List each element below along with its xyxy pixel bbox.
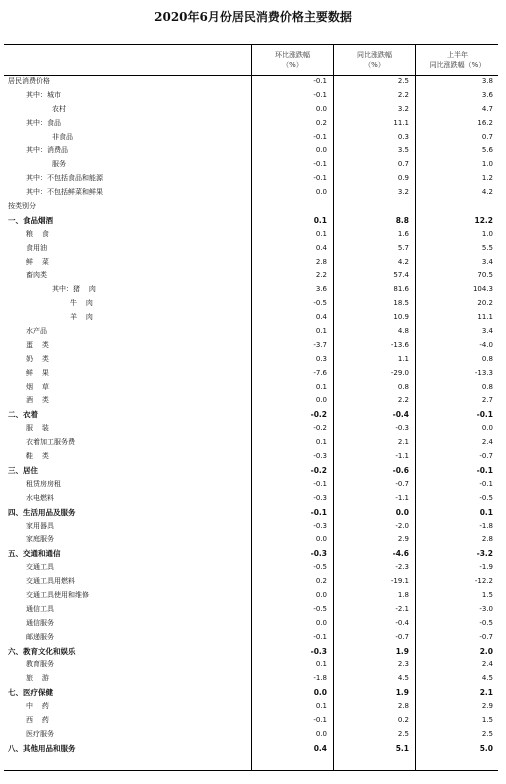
row-label: 通信服务: [26, 618, 54, 627]
value-mom: 0.0: [315, 396, 327, 405]
table-row: [4, 256, 498, 270]
value-yoy: -2.0: [395, 521, 409, 530]
table-row: [4, 492, 498, 506]
value-h1-yoy: -0.1: [476, 465, 493, 475]
row-label: 一、食品烟酒: [8, 215, 53, 225]
value-h1-yoy: -0.1: [479, 479, 493, 488]
header-h1-yoy: [415, 45, 499, 75]
value-mom: 0.3: [315, 354, 327, 363]
value-yoy: -0.4: [392, 410, 409, 420]
value-h1-yoy: 1.0: [481, 229, 493, 238]
table-row: [4, 325, 498, 339]
table-row: [4, 561, 498, 575]
value-yoy: 2.5: [397, 77, 409, 85]
value-h1-yoy: 11.1: [477, 313, 493, 322]
value-mom: 0.1: [313, 215, 327, 225]
table-row: [4, 186, 498, 200]
value-yoy: 2.8: [397, 702, 409, 711]
table-row: [4, 700, 498, 714]
value-h1-yoy: 1.5: [481, 590, 493, 599]
value-yoy: 5.7: [397, 243, 409, 252]
value-yoy: -29.0: [390, 368, 409, 377]
value-yoy: 1.9: [395, 688, 409, 698]
value-mom: 0.4: [315, 313, 327, 322]
table-row: [4, 575, 498, 589]
table-row: [4, 436, 498, 450]
value-h1-yoy: 4.2: [481, 188, 493, 197]
value-yoy: 1.9: [395, 646, 409, 656]
header-h1-yoy-line2: 同比涨跌幅（%）: [429, 61, 486, 69]
row-label: 蛋 类: [26, 340, 49, 349]
value-mom: -0.1: [313, 174, 327, 183]
value-h1-yoy: 2.4: [481, 438, 493, 447]
row-label: 家用器具: [26, 521, 54, 530]
row-label: 畜肉类: [26, 271, 47, 280]
value-yoy: 18.5: [393, 299, 409, 308]
value-mom: 0.0: [315, 104, 327, 113]
value-h1-yoy: 5.0: [479, 743, 493, 753]
row-label: 七、医疗保健: [8, 688, 53, 698]
row-label: 服务: [52, 160, 66, 169]
value-mom: 0.0: [313, 688, 327, 698]
row-label: 酒 类: [26, 396, 49, 405]
table-row: [4, 617, 498, 631]
value-yoy: -0.7: [395, 479, 409, 488]
value-h1-yoy: 3.6: [481, 90, 493, 99]
table-row: [4, 450, 498, 464]
value-yoy: 10.9: [393, 313, 409, 322]
row-label: 中 药: [26, 702, 49, 711]
table-row: [4, 214, 498, 228]
row-label: 医疗服务: [26, 729, 54, 738]
table-row: [4, 464, 498, 478]
value-h1-yoy: -1.9: [479, 563, 493, 572]
value-yoy: -13.6: [390, 340, 409, 349]
value-mom: 0.4: [315, 243, 327, 252]
value-mom: -3.7: [313, 340, 327, 349]
value-yoy: -1.1: [395, 452, 409, 461]
value-h1-yoy: -4.0: [479, 340, 493, 349]
row-label: 其中：城市: [26, 90, 61, 99]
value-mom: 0.0: [315, 535, 327, 544]
row-label: 其中：不包括食品和能源: [26, 174, 103, 183]
value-yoy: 1.8: [397, 590, 409, 599]
table-row: [4, 200, 498, 214]
value-h1-yoy: 5.5: [481, 243, 493, 252]
value-mom: 0.2: [315, 118, 327, 127]
table-row: [4, 131, 498, 145]
value-mom: 0.0: [315, 729, 327, 738]
row-label: 烟 草: [26, 382, 49, 391]
value-mom: -0.1: [313, 160, 327, 169]
row-label: 三、居住: [8, 465, 38, 475]
row-label: 羊 肉: [70, 313, 93, 322]
value-h1-yoy: 16.2: [477, 118, 493, 127]
row-label: 教育服务: [26, 660, 54, 669]
value-h1-yoy: 1.2: [481, 174, 493, 183]
row-label: 其中：消费品: [26, 146, 68, 155]
value-mom: 2.2: [315, 271, 327, 280]
table-row: [4, 144, 498, 158]
value-yoy: 0.3: [397, 132, 409, 141]
table-row: [4, 103, 498, 117]
value-yoy: 0.9: [397, 174, 409, 183]
table-row: [4, 353, 498, 367]
value-h1-yoy: 2.0: [479, 646, 493, 656]
value-h1-yoy: 0.8: [481, 354, 493, 363]
row-label: 水产品: [26, 327, 47, 336]
value-h1-yoy: 12.2: [474, 215, 493, 225]
value-h1-yoy: -13.3: [474, 368, 493, 377]
value-h1-yoy: -3.0: [479, 604, 493, 613]
value-h1-yoy: 3.4: [481, 327, 493, 336]
table-row: [4, 89, 498, 103]
value-h1-yoy: -12.2: [474, 577, 493, 586]
value-yoy: 2.9: [397, 535, 409, 544]
table-row: [4, 311, 498, 325]
value-mom: -0.3: [310, 646, 327, 656]
row-label: 鞋 类: [26, 452, 49, 461]
table-bottom-rule: [4, 770, 498, 771]
value-mom: 0.0: [315, 618, 327, 627]
table-row: [4, 658, 498, 672]
value-yoy: 2.3: [397, 660, 409, 669]
value-h1-yoy: -0.1: [476, 410, 493, 420]
value-yoy: 8.8: [395, 215, 409, 225]
value-h1-yoy: 2.1: [479, 688, 493, 698]
value-mom: 0.1: [315, 229, 327, 238]
table-header: [4, 44, 498, 76]
value-h1-yoy: 2.9: [481, 702, 493, 711]
table-row: [4, 478, 498, 492]
value-yoy: 2.2: [397, 396, 409, 405]
row-label: 服 装: [26, 424, 49, 433]
value-mom: 0.4: [313, 743, 327, 753]
row-label: 居民消费价格: [8, 77, 50, 85]
row-label: 交通工具使用和维修: [26, 590, 89, 599]
row-label: 食用油: [26, 243, 47, 252]
value-mom: 0.1: [315, 327, 327, 336]
table-row: [4, 714, 498, 728]
row-label: 家庭服务: [26, 535, 54, 544]
table-row: [4, 339, 498, 353]
value-h1-yoy: 5.6: [481, 146, 493, 155]
value-yoy: 2.2: [397, 90, 409, 99]
row-label: 牛 肉: [70, 299, 93, 308]
table-row: [4, 408, 498, 422]
value-mom: -0.1: [313, 132, 327, 141]
table-row: [4, 75, 498, 89]
value-mom: 2.8: [315, 257, 327, 266]
table-row: [4, 158, 498, 172]
page-title: 2020年6月份居民消费价格主要数据: [154, 10, 352, 24]
table-row: [4, 672, 498, 686]
table-body: [4, 75, 498, 756]
value-h1-yoy: 104.3: [472, 285, 493, 294]
value-h1-yoy: -0.7: [479, 632, 493, 641]
value-h1-yoy: -0.7: [479, 452, 493, 461]
value-yoy: 4.8: [397, 327, 409, 336]
value-h1-yoy: 1.0: [481, 160, 493, 169]
value-h1-yoy: 20.2: [477, 299, 493, 308]
value-h1-yoy: 0.1: [479, 507, 493, 517]
table-row: [4, 283, 498, 297]
value-yoy: 3.2: [397, 188, 409, 197]
value-h1-yoy: -0.5: [479, 618, 493, 627]
value-yoy: 2.5: [397, 729, 409, 738]
value-mom: 3.6: [315, 285, 327, 294]
row-label: 二、衣着: [8, 410, 38, 420]
table-row: [4, 742, 498, 756]
value-yoy: 0.2: [397, 715, 409, 724]
header-mom-line1: 环比涨跌幅: [275, 51, 310, 59]
value-h1-yoy: 3.8: [481, 77, 493, 85]
row-label: 旅 游: [26, 674, 49, 683]
value-mom: -0.3: [313, 521, 327, 530]
value-mom: -1.8: [313, 674, 327, 683]
value-yoy: 2.1: [397, 438, 409, 447]
value-yoy: 3.2: [397, 104, 409, 113]
value-yoy: 3.5: [397, 146, 409, 155]
value-yoy: 0.8: [397, 382, 409, 391]
value-h1-yoy: 4.5: [481, 674, 493, 683]
row-label: 六、教育文化和娱乐: [8, 646, 76, 656]
table-row: [4, 381, 498, 395]
value-yoy: -2.3: [395, 563, 409, 572]
value-mom: -0.1: [313, 632, 327, 641]
row-label: 通信工具: [26, 604, 54, 613]
value-mom: -0.2: [313, 424, 327, 433]
value-yoy: -0.4: [395, 618, 409, 627]
value-yoy: -4.6: [392, 549, 409, 559]
value-h1-yoy: 70.5: [477, 271, 493, 280]
value-mom: -0.3: [313, 493, 327, 502]
table-row: [4, 589, 498, 603]
row-label: 交通工具: [26, 563, 54, 572]
row-label: 邮递服务: [26, 632, 54, 641]
header-yoy: [333, 45, 415, 75]
value-yoy: 0.0: [395, 507, 409, 517]
header-mom-line2: （%）: [282, 61, 303, 69]
value-h1-yoy: 0.0: [481, 424, 493, 433]
value-mom: 0.0: [315, 188, 327, 197]
value-mom: 0.1: [315, 382, 327, 391]
table-row: [4, 172, 498, 186]
row-label: 鲜 菜: [26, 257, 49, 266]
table-row: [4, 117, 498, 131]
table-row: [4, 645, 498, 659]
value-mom: 0.1: [315, 438, 327, 447]
value-h1-yoy: 0.8: [481, 382, 493, 391]
row-label: 奶 类: [26, 354, 49, 363]
row-label: 交通工具用燃料: [26, 577, 75, 586]
value-h1-yoy: 2.4: [481, 660, 493, 669]
value-mom: 0.1: [315, 702, 327, 711]
value-h1-yoy: -1.8: [479, 521, 493, 530]
table-row: [4, 422, 498, 436]
value-yoy: 1.1: [397, 354, 409, 363]
value-h1-yoy: 0.7: [481, 132, 493, 141]
value-h1-yoy: -0.5: [479, 493, 493, 502]
row-label: 粮 食: [26, 229, 49, 238]
value-mom: -0.2: [310, 410, 327, 420]
value-mom: -0.5: [313, 299, 327, 308]
value-mom: -0.5: [313, 604, 327, 613]
table-row: [4, 603, 498, 617]
value-yoy: -1.1: [395, 493, 409, 502]
table-row: [4, 728, 498, 742]
table-row: [4, 228, 498, 242]
value-h1-yoy: -3.2: [476, 549, 493, 559]
value-mom: -0.2: [310, 465, 327, 475]
header-h1-yoy-line1: 上半年: [447, 51, 468, 59]
value-mom: -0.3: [310, 549, 327, 559]
value-mom: 0.0: [315, 146, 327, 155]
row-label: 衣着加工服务费: [26, 438, 75, 447]
header-yoy-line2: （%）: [364, 61, 385, 69]
value-mom: -0.1: [313, 715, 327, 724]
row-label: 按类别分: [8, 202, 36, 211]
row-label: 鲜 果: [26, 368, 49, 377]
row-label: 其中：猪 肉: [52, 285, 96, 294]
value-mom: -0.5: [313, 563, 327, 572]
row-label: 其中：食品: [26, 118, 61, 127]
value-h1-yoy: 2.8: [481, 535, 493, 544]
value-yoy: 1.6: [397, 229, 409, 238]
row-label: 农村: [52, 104, 66, 113]
value-yoy: 11.1: [393, 118, 409, 127]
value-yoy: -19.1: [390, 577, 409, 586]
table-row: [4, 533, 498, 547]
value-yoy: -2.1: [395, 604, 409, 613]
value-mom: -0.3: [313, 452, 327, 461]
table-row: [4, 506, 498, 520]
value-h1-yoy: 1.5: [481, 715, 493, 724]
table-row: [4, 686, 498, 700]
value-h1-yoy: 2.7: [481, 396, 493, 405]
table-row: [4, 242, 498, 256]
value-h1-yoy: 4.7: [481, 104, 493, 113]
value-yoy: -0.6: [392, 465, 409, 475]
row-label: 西 药: [26, 715, 49, 724]
value-yoy: 57.4: [393, 271, 409, 280]
value-mom: -0.1: [313, 77, 327, 85]
row-label: 非食品: [52, 132, 73, 141]
row-label: 租赁房房租: [26, 479, 61, 488]
value-yoy: 4.5: [397, 674, 409, 683]
table-row: [4, 269, 498, 283]
value-h1-yoy: 2.5: [481, 729, 493, 738]
value-mom: -0.1: [310, 507, 327, 517]
header-mom: [251, 45, 333, 75]
value-h1-yoy: 3.4: [481, 257, 493, 266]
row-label: 水电燃料: [26, 493, 54, 502]
value-mom: -0.1: [313, 479, 327, 488]
value-yoy: 4.2: [397, 257, 409, 266]
row-label: 八、其他用品和服务: [8, 743, 76, 753]
value-yoy: -0.7: [395, 632, 409, 641]
value-yoy: 5.1: [395, 743, 409, 753]
row-label: 五、交通和通信: [8, 549, 61, 559]
value-mom: -7.6: [313, 368, 327, 377]
value-yoy: -0.3: [395, 424, 409, 433]
row-label: 四、生活用品及服务: [8, 507, 76, 517]
value-mom: -0.1: [313, 90, 327, 99]
table-row: [4, 367, 498, 381]
table-row: [4, 520, 498, 534]
value-yoy: 81.6: [393, 285, 409, 294]
value-mom: 0.2: [315, 577, 327, 586]
table-row: [4, 394, 498, 408]
table-row: [4, 631, 498, 645]
table-row: [4, 297, 498, 311]
value-yoy: 0.7: [397, 160, 409, 169]
table-row: [4, 547, 498, 561]
value-mom: 0.1: [315, 660, 327, 669]
value-mom: 0.0: [315, 590, 327, 599]
header-yoy-line1: 同比涨跌幅: [357, 51, 392, 59]
row-label: 其中：不包括鲜菜和鲜果: [26, 188, 103, 197]
